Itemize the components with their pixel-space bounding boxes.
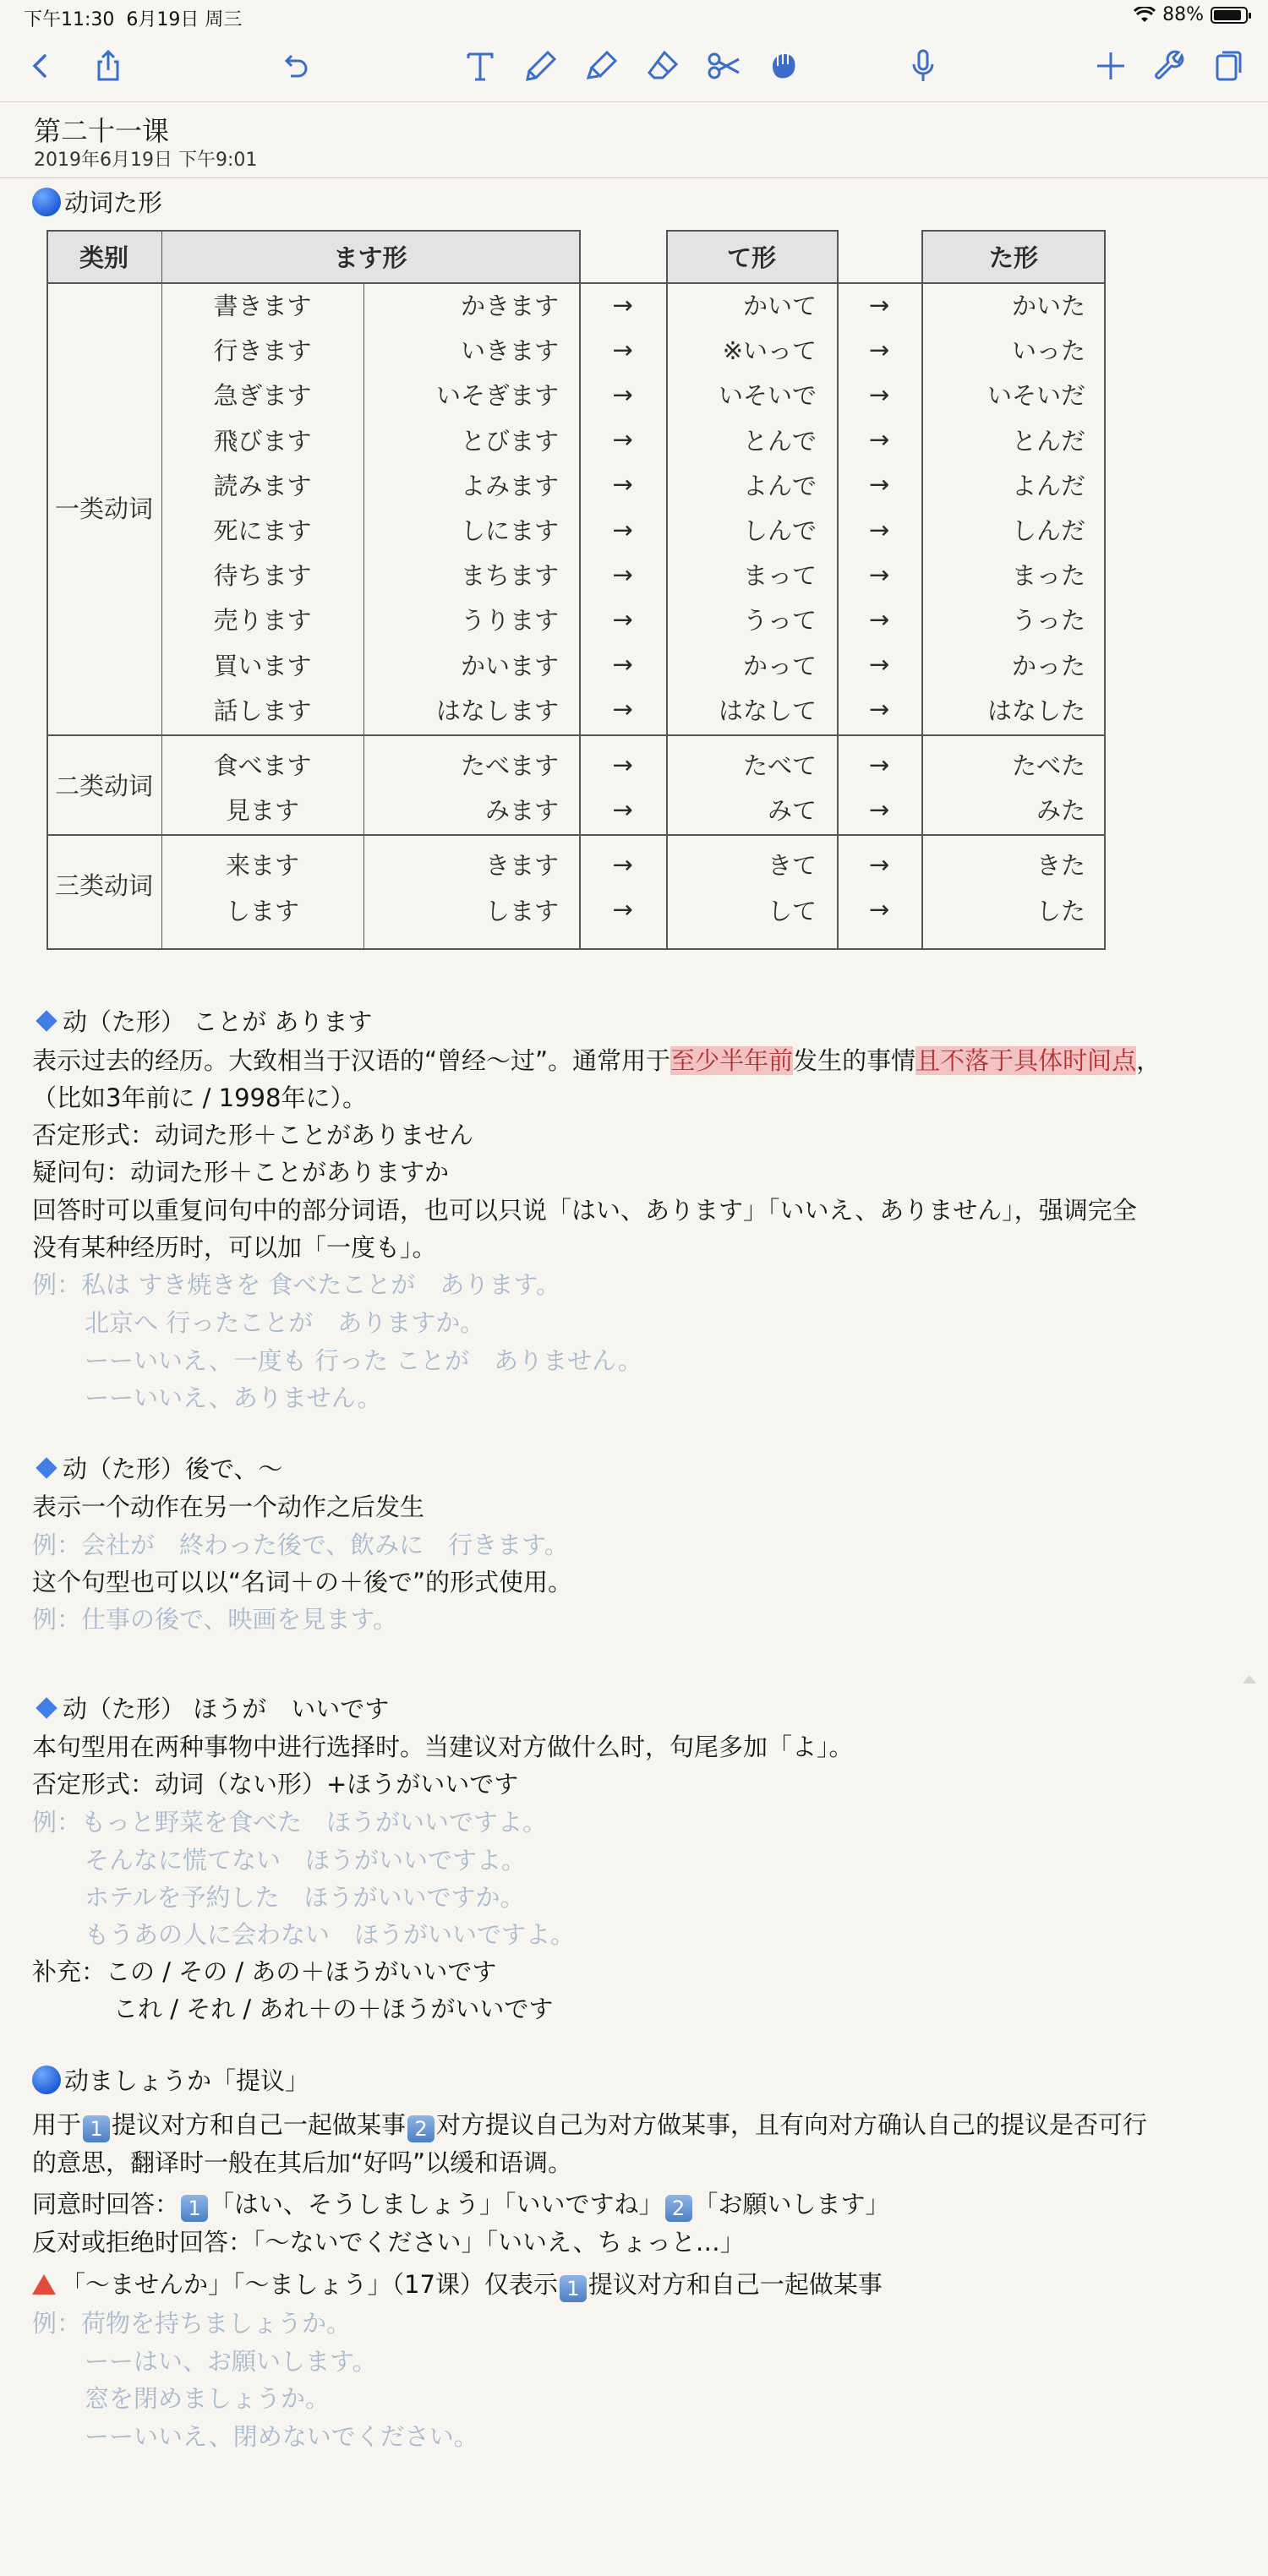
example-text: 例：荷物を持ちましょうか。 xyxy=(32,2309,352,2338)
example-text: そんなに慌てない ほうがいいですよ。 xyxy=(85,1846,527,1875)
explanation-text: 这个句型也可以以“名词＋の＋後で”的形式使用。 xyxy=(32,1568,573,1596)
table-cell-arrow: → xyxy=(868,849,890,879)
example-text: 例：仕事の後で、映画を見ます。 xyxy=(32,1605,398,1634)
table-cell-arrow: → xyxy=(612,379,633,409)
table-cell-masu-kanji: 飛びます xyxy=(213,426,312,456)
status-right xyxy=(1134,4,1248,25)
number-two-icon: 2 xyxy=(665,2195,692,2222)
table-cell-masu-kana: よみます xyxy=(460,471,559,500)
example-text: 例：私は すき焼きを 食べたことが あります。 xyxy=(32,1270,561,1299)
table-gridline xyxy=(363,282,364,950)
table-cell-masu-kana: はなします xyxy=(435,696,559,725)
table-cell-masu-kanji: します xyxy=(225,896,299,925)
table-cell-verb-group: 一类动词 xyxy=(54,494,153,523)
table-cell-masu-kanji: 書きます xyxy=(213,292,312,321)
wifi-icon xyxy=(1134,7,1156,24)
table-cell-masu-kana: まちます xyxy=(460,561,559,591)
table-cell-te-form: かいて xyxy=(742,292,817,321)
undo-icon[interactable] xyxy=(271,42,318,90)
table-cell-ta-form: はなした xyxy=(987,696,1085,725)
note-title: 第二十一课 xyxy=(34,115,170,147)
explanation-text: 回答时可以重复问句中的部分词语，也可以只说「はい、あります」「いいえ、ありません」，强调完全 xyxy=(32,1196,1137,1225)
lasso-icon[interactable] xyxy=(700,42,747,90)
example-text: ーーいいえ、一度も 行った ことが ありません。 xyxy=(85,1346,642,1375)
table-cell-masu-kana: きます xyxy=(484,851,559,881)
table-cell-arrow: → xyxy=(868,604,890,634)
explanation-text: 「～ませんか」「～ましょう」（17课）仅表示 1 提议对方和自己一起做某事 xyxy=(32,2268,883,2302)
table-cell-te-form: ※いって xyxy=(722,336,817,366)
table-cell-masu-kana: たべます xyxy=(460,751,559,781)
table-cell-masu-kana: とびます xyxy=(460,426,559,456)
table-cell-arrow: → xyxy=(868,750,890,779)
table-cell-masu-kana: みます xyxy=(484,796,559,826)
explanation-text: 用于 1 提议对方和自己一起做某事 2 对方提议自己为对方做某事，且有向对方确认自己的提议是否可行 xyxy=(32,2110,1148,2141)
table-cell-arrow: → xyxy=(868,379,890,409)
table-cell-masu-kanji: 売ります xyxy=(213,606,312,636)
battery-percent: 88% xyxy=(1162,4,1204,25)
scroll-indicator-icon[interactable] xyxy=(1243,1675,1256,1684)
table-cell-te-form: いそいで xyxy=(718,381,817,411)
table-cell-arrow: → xyxy=(868,695,890,724)
hand-icon[interactable] xyxy=(759,42,806,90)
explanation-text: 表示一个动作在另一个动作之后发生 xyxy=(32,1493,425,1521)
status-bar xyxy=(0,0,1268,34)
table-cell-arrow: → xyxy=(612,515,633,544)
blue-diamond-icon xyxy=(36,1697,57,1718)
section-heading-ta-form: 动词た形 xyxy=(32,186,162,220)
table-cell-ta-form: かった xyxy=(1011,651,1085,680)
table-cell-ta-form: よんだ xyxy=(1011,471,1085,500)
table-cell-te-form: とんで xyxy=(742,426,817,456)
example-text: 北京へ 行ったことが ありますか。 xyxy=(85,1308,485,1337)
header-category: 类别 xyxy=(46,230,161,282)
table-cell-arrow: → xyxy=(868,425,890,455)
number-two-icon: 2 xyxy=(407,2115,435,2142)
table-gridline xyxy=(46,282,1106,284)
explanation-text: 没有某种经历时，可以加「一度も」。 xyxy=(32,1233,437,1262)
table-cell-masu-kana: いそぎます xyxy=(435,381,559,411)
table-cell-ta-form: きた xyxy=(1036,851,1085,881)
microphone-icon[interactable] xyxy=(899,42,947,90)
table-cell-ta-form: うった xyxy=(1011,606,1085,636)
explanation-text: 本句型用在两种事物中进行选择时。当建议对方做什么时，句尾多加「よ」。 xyxy=(32,1733,854,1761)
table-cell-te-form: かって xyxy=(742,651,817,680)
table-cell-te-form: たべて xyxy=(742,751,817,781)
table-cell-arrow: → xyxy=(868,290,890,319)
section-heading-mashouka: 动ましょうか「提议」 xyxy=(32,2064,309,2098)
header-te-form: て形 xyxy=(666,230,837,282)
table-cell-te-form: きて xyxy=(767,851,817,881)
table-gridline xyxy=(46,734,1106,736)
table-cell-te-form: して xyxy=(767,896,817,925)
table-gridline xyxy=(46,948,1106,950)
table-cell-masu-kana: かいます xyxy=(460,651,559,680)
table-cell-te-form: よんで xyxy=(742,471,817,500)
blue-diamond-icon xyxy=(36,1010,57,1031)
table-gridline xyxy=(579,230,581,950)
example-text: 例：会社が 終わった後で、飲みに 行きます。 xyxy=(32,1531,569,1559)
explanation-text: 表示过去的经历。大致相当于汉语的“曾经～过”。通常用于至少半年前发生的事情且不落于具体时间点， xyxy=(32,1046,1161,1075)
table-cell-verb-group: 二类动词 xyxy=(54,771,153,800)
share-icon[interactable] xyxy=(85,42,132,90)
verb-conjugation-table xyxy=(46,230,1106,950)
table-cell-masu-kana: うります xyxy=(460,606,559,636)
table-gridline xyxy=(1104,230,1106,950)
table-gridline xyxy=(921,230,1106,232)
table-cell-arrow: → xyxy=(868,470,890,499)
table-gridline xyxy=(46,834,1106,836)
section-heading-koto-ga-arimasu: 动（た形） ことが あります xyxy=(32,1005,372,1039)
table-gridline xyxy=(837,230,839,950)
table-cell-ta-form: した xyxy=(1036,896,1085,925)
table-cell-te-form: みて xyxy=(767,796,817,826)
status-time: 下午11:30 6月19日 周三 xyxy=(24,9,243,30)
table-cell-arrow: → xyxy=(868,794,890,824)
table-cell-arrow: → xyxy=(612,290,633,319)
note-date: 2019年6月19日 下午9:01 xyxy=(34,150,258,171)
table-cell-ta-form: とんだ xyxy=(1011,426,1085,456)
table-cell-arrow: → xyxy=(612,895,633,925)
table-cell-masu-kanji: 見ます xyxy=(225,796,299,826)
table-cell-masu-kanji: 行きます xyxy=(213,336,312,366)
highlighted-text: 且不落于具体时间点 xyxy=(915,1046,1137,1075)
table-cell-arrow: → xyxy=(868,559,890,589)
explanation-text: 反对或拒绝时回答：「～ないでください」「いいえ、ちょっと…」 xyxy=(32,2228,745,2257)
supplement-text: これ / それ / あれ＋の＋ほうがいいです xyxy=(113,1995,554,2023)
table-cell-te-form: まって xyxy=(742,561,817,591)
header-divider xyxy=(0,177,1268,178)
table-cell-masu-kanji: 死にます xyxy=(213,516,312,546)
blue-circle-icon xyxy=(32,2066,61,2094)
red-triangle-icon xyxy=(32,2274,56,2295)
table-cell-arrow: → xyxy=(868,515,890,544)
example-text: ーーいいえ、閉めないでください。 xyxy=(85,2422,478,2451)
battery-icon xyxy=(1211,7,1248,24)
blue-diamond-icon xyxy=(36,1457,57,1478)
pages-icon[interactable] xyxy=(1204,42,1251,90)
table-cell-arrow: → xyxy=(612,794,633,824)
table-cell-masu-kanji: 話します xyxy=(213,696,312,725)
eraser-icon[interactable] xyxy=(639,42,686,90)
table-cell-arrow: → xyxy=(612,425,633,455)
table-cell-arrow: → xyxy=(612,695,633,724)
table-cell-masu-kana: いきます xyxy=(460,336,559,366)
table-cell-ta-form: みた xyxy=(1036,796,1085,826)
table-cell-arrow: → xyxy=(868,895,890,925)
supplement-text: 补充：この / その / あの＋ほうがいいです xyxy=(32,1957,497,1986)
table-cell-arrow: → xyxy=(612,604,633,634)
add-icon[interactable] xyxy=(1087,42,1134,90)
toolbar xyxy=(0,34,1268,102)
table-gridline xyxy=(46,230,579,232)
wrench-icon[interactable] xyxy=(1146,42,1194,90)
table-cell-arrow: → xyxy=(868,335,890,364)
example-text: 例：もっと野菜を食べた ほうがいいですよ。 xyxy=(32,1808,548,1836)
explanation-text: （比如3年前に / 1998年に）。 xyxy=(32,1083,367,1112)
table-cell-arrow: → xyxy=(612,650,633,679)
table-gridline xyxy=(666,230,668,950)
table-gridline xyxy=(46,230,48,950)
explanation-text: 疑问句：动词た形＋ことがありますか xyxy=(32,1158,450,1187)
table-gridline xyxy=(666,230,837,232)
example-text: ホテルを予約した ほうがいいですか。 xyxy=(85,1883,525,1912)
text-tool-icon[interactable] xyxy=(456,42,504,90)
table-cell-ta-form: まった xyxy=(1011,561,1085,591)
table-cell-masu-kana: かきます xyxy=(460,292,559,321)
table-cell-verb-group: 三类动词 xyxy=(54,871,153,901)
blue-circle-icon xyxy=(32,188,61,216)
number-one-icon: 1 xyxy=(83,2115,110,2142)
table-cell-ta-form: しんだ xyxy=(1011,516,1085,546)
table-cell-ta-form: いった xyxy=(1011,336,1085,366)
example-text: 窓を閉めましょうか。 xyxy=(85,2384,331,2413)
explanation-text: 同意时回答： 1 「はい、そうしましょう」「いいですね」 2 「お願いします」 xyxy=(32,2190,890,2220)
table-cell-arrow: → xyxy=(868,650,890,679)
table-cell-masu-kana: しにます xyxy=(460,516,559,546)
header-ta-form: た形 xyxy=(921,230,1106,282)
table-cell-te-form: しんで xyxy=(742,516,817,546)
table-cell-masu-kanji: 買います xyxy=(213,651,312,680)
table-cell-ta-form: かいた xyxy=(1011,292,1085,321)
explanation-text: 否定形式：动词（ない形）+ほうがいいです xyxy=(32,1770,519,1798)
table-cell-arrow: → xyxy=(612,849,633,879)
table-cell-arrow: → xyxy=(612,335,633,364)
section-heading-atode: 动（た形）後で、～ xyxy=(32,1452,282,1486)
example-text: ーーはい、お願いします。 xyxy=(85,2347,377,2376)
number-one-icon: 1 xyxy=(560,2275,587,2302)
table-cell-arrow: → xyxy=(612,750,633,779)
table-cell-ta-form: たべた xyxy=(1011,751,1085,781)
table-cell-arrow: → xyxy=(612,470,633,499)
number-one-icon: 1 xyxy=(181,2195,208,2222)
back-icon[interactable] xyxy=(17,42,64,90)
table-cell-arrow: → xyxy=(612,559,633,589)
explanation-text: 的意思，翻译时一般在其后加“好吗”以缓和语调。 xyxy=(32,2148,573,2177)
table-cell-te-form: うって xyxy=(742,606,817,636)
header-masu-form: ます形 xyxy=(161,230,579,282)
explanation-text: 否定形式：动词た形＋ことがありません xyxy=(32,1121,474,1149)
pen-icon[interactable] xyxy=(517,42,565,90)
example-text: ーーいいえ、ありません。 xyxy=(85,1384,382,1412)
highlighted-text: 至少半年前 xyxy=(670,1046,794,1075)
table-gridline xyxy=(161,230,162,950)
table-cell-masu-kanji: 来ます xyxy=(225,851,299,881)
table-cell-masu-kana: します xyxy=(484,896,559,925)
highlighter-icon[interactable] xyxy=(578,42,626,90)
section-heading-hou-ga-ii: 动（た形） ほうが いいです xyxy=(32,1692,389,1726)
table-cell-masu-kanji: 読みます xyxy=(213,471,312,500)
table-cell-ta-form: いそいだ xyxy=(987,381,1085,411)
example-text: もうあの人に会わない ほうがいいですよ。 xyxy=(85,1920,576,1949)
table-cell-te-form: はなして xyxy=(718,696,817,725)
table-cell-masu-kanji: 待ちます xyxy=(213,561,312,591)
table-gridline xyxy=(921,230,923,950)
table-cell-masu-kanji: 食べます xyxy=(213,751,312,781)
table-cell-masu-kanji: 急ぎます xyxy=(213,381,312,411)
